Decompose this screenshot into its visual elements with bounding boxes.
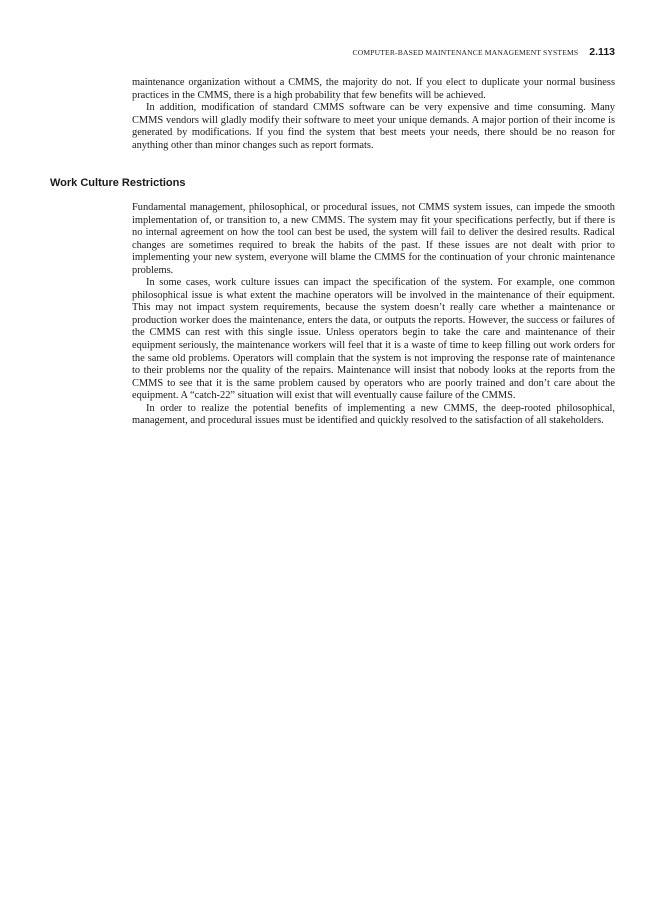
paragraph-modification: In addition, modification of standard CMMS software can be very expensive and time consuming. Many CMMS vendors will gladly modify their software to meet your unique demands. A major portion of their income is generated by modifications. If you find the system that best meets your needs, there should be no reason for anything other than minor changes such as report formats. — [132, 102, 615, 151]
running-header — [132, 46, 615, 58]
paragraph-continued: maintenance organization without a CMMS, the majority do not. If you elect to duplicate your normal business practices in the CMMS, there is a high probability that few benefits will be achieved. — [132, 77, 615, 101]
section-heading: Work Culture Restrictions — [50, 177, 186, 189]
paragraph-conclusion: In order to realize the potential benefits of implementing a new CMMS, the deep-rooted philosophical, management, and procedural issues must be identified and quickly resolved to the satisfaction of all stakeholders. — [132, 402, 615, 427]
section-body — [132, 202, 615, 428]
paragraph-work-culture-example: In some cases, work culture issues can impact the specification of the system. For example, one common philosophical issue is what extent the machine operators will be involved in the maintenance of their equipment. This may not impact system requirements, because the system doesn’t really care whether a maintenance or production worker does the maintenance, enters the data, or outputs the reports. However, the success or failures of the CMMS can rest with this single issue. Unless operators begin to take the care and maintenance of their equipment seriously, the maintenance workers will feel that it is a waste of time to keep filling out work orders for the same old problems. Operators will complain that the system is not improving the response rate of maintenance to their problems nor the quality of the repairs. Maintenance will insist that nobody looks at the reports from the CMMS to see that it is the same problem caused by operators who are poorly trained and don’t care about the equipment. A “catch-22” situation will exist that will eventually cause failure of the CMMS. — [132, 277, 615, 402]
running-title: COMPUTER-BASED MAINTENANCE MANAGEMENT SYSTEMS — [352, 48, 579, 57]
page-number: 2.113 — [589, 46, 615, 58]
paragraph-fundamental-issues: Fundamental management, philosophical, or procedural issues, not CMMS system issues, can impede the smooth implementation of, or transition to, a new CMMS. The system may fit your specifications perfectly, but if there is no internal agreement on how the tool can best be used, the system will fail to deliver the desired results. Radical changes are sometimes required to break the habits of the past. If these issues are not dealt with prior to implementing your new system, everyone will blame the CMMS for the continuation of your chronic maintenance problems. — [132, 202, 615, 276]
continued-text-block — [132, 77, 615, 152]
